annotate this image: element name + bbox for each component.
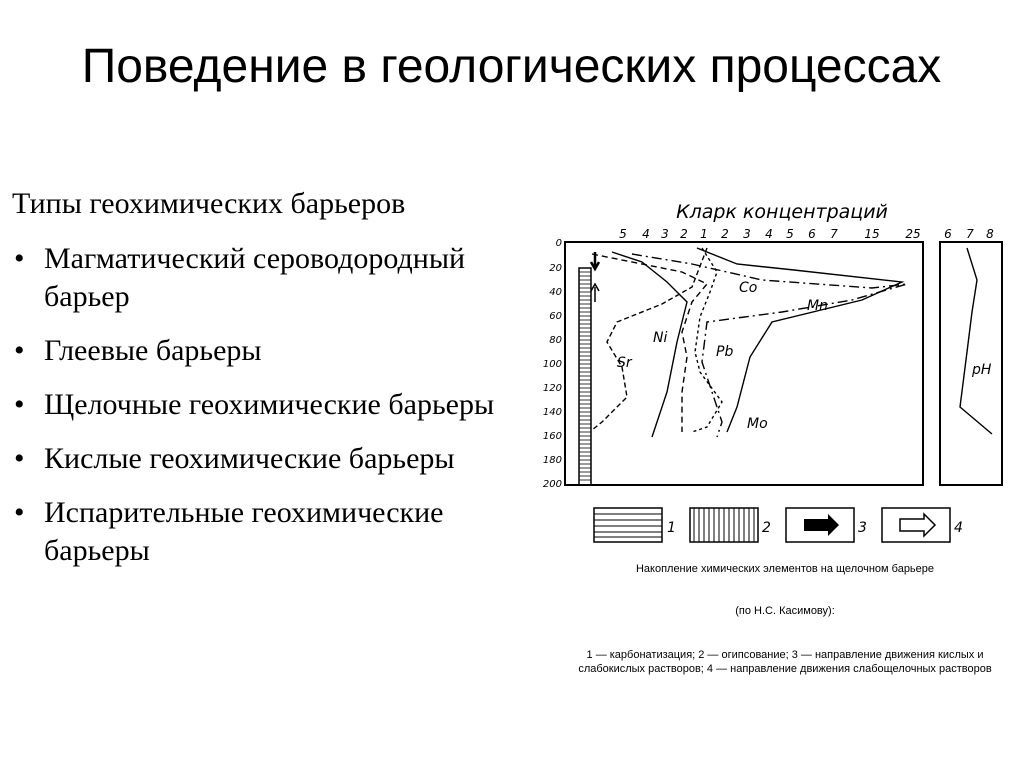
depth-tick: 200 [542, 479, 562, 490]
legend-number: 3 [858, 520, 867, 536]
figure-caption: Накопление химических элементов на щелочном барьере [635, 563, 935, 575]
depth-tick: 180 [542, 455, 562, 466]
clarke-tick: 15 [864, 227, 880, 241]
filled-arrow-icon [804, 514, 839, 536]
clarke-tick: 7 [830, 227, 838, 241]
clarke-tick: 5 [619, 227, 627, 241]
clarke-tick: 4 [642, 227, 650, 241]
depth-tick: 120 [542, 383, 562, 394]
legend-number: 1 [667, 520, 676, 536]
barrier-list [12, 240, 532, 586]
diagram-header: Кларк концентраций [676, 201, 888, 223]
ph-tick: 8 [986, 227, 994, 241]
depth-tick: 0 [555, 238, 562, 249]
depth-tick: 20 [549, 263, 562, 274]
clarke-tick: 3 [743, 227, 751, 241]
clarke-tick: 25 [905, 227, 921, 241]
ph-tick: 7 [966, 227, 974, 241]
curve-pb [692, 248, 722, 432]
depth-tick: 60 [549, 311, 562, 322]
vertical-hatch-icon [694, 508, 754, 542]
legend-number: 4 [954, 520, 963, 536]
clarke-tick: 3 [661, 227, 669, 241]
curve-ph [960, 248, 992, 434]
curve-co [592, 254, 707, 432]
clarke-tick: 4 [765, 227, 773, 241]
clarke-tick: 2 [680, 227, 688, 241]
list-item: • Глеевые барьеры [12, 332, 532, 370]
diagram-svg [532, 192, 1012, 552]
legend [594, 508, 963, 542]
ph-frame [940, 242, 1002, 485]
element-labels [617, 280, 992, 432]
depth-tick: 40 [549, 287, 562, 298]
ph-axis [944, 227, 994, 241]
label-ph: pH [972, 362, 992, 378]
element-curves [592, 248, 992, 437]
list-item: • Щелочные геохимические барьеры [12, 386, 532, 424]
list-item: • Кислые геохимические барьеры [12, 440, 532, 478]
list-item: • Испарительные геохимические барьеры [12, 494, 532, 570]
legend-swatch-alkaline-flow [882, 508, 950, 542]
outline-arrow-icon [900, 514, 935, 536]
section-subtitle: Типы геохимических барьеров [12, 187, 406, 220]
depth-tick: 160 [542, 431, 562, 442]
figure-legend-text: 1 — карбонатизация; 2 — огипсование; 3 — направление движения кислых и слабокислых растворов; 4 — направление движения слабощелочных растворов [578, 649, 992, 675]
clarke-tick: 2 [721, 227, 729, 241]
label-co: Co [739, 280, 758, 296]
label-sr: Sr [617, 355, 632, 371]
page-title: Поведение в геологических процессах [81, 40, 942, 93]
barrier-diagram [532, 192, 1012, 552]
label-mo: Mo [747, 416, 768, 432]
depth-tick: 140 [542, 407, 562, 418]
depth-tick: 80 [549, 335, 562, 346]
curve-mo [697, 248, 902, 432]
curve-ni [612, 252, 687, 437]
clarke-tick: 1 [700, 227, 708, 241]
label-mn: Mn [807, 298, 828, 314]
clarke-tick: 5 [786, 227, 794, 241]
label-pb: Pb [716, 344, 734, 360]
depth-axis [543, 238, 562, 490]
carbonate-hatching [579, 272, 591, 480]
depth-tick: 100 [542, 359, 562, 370]
horizontal-hatch-icon [594, 514, 662, 537]
curve-mn [632, 254, 907, 437]
up-arrow-icon [591, 284, 599, 302]
clarke-axis [619, 227, 920, 241]
ph-tick: 6 [944, 227, 952, 241]
legend-number: 2 [762, 520, 771, 536]
figure-source: (по Н.С. Касимову): [735, 605, 835, 617]
list-item: • Магматический сероводородный барьер [12, 240, 532, 316]
flow-arrows [591, 252, 599, 302]
clarke-tick: 6 [808, 227, 816, 241]
depth-column [579, 268, 591, 485]
label-ni: Ni [653, 330, 668, 346]
